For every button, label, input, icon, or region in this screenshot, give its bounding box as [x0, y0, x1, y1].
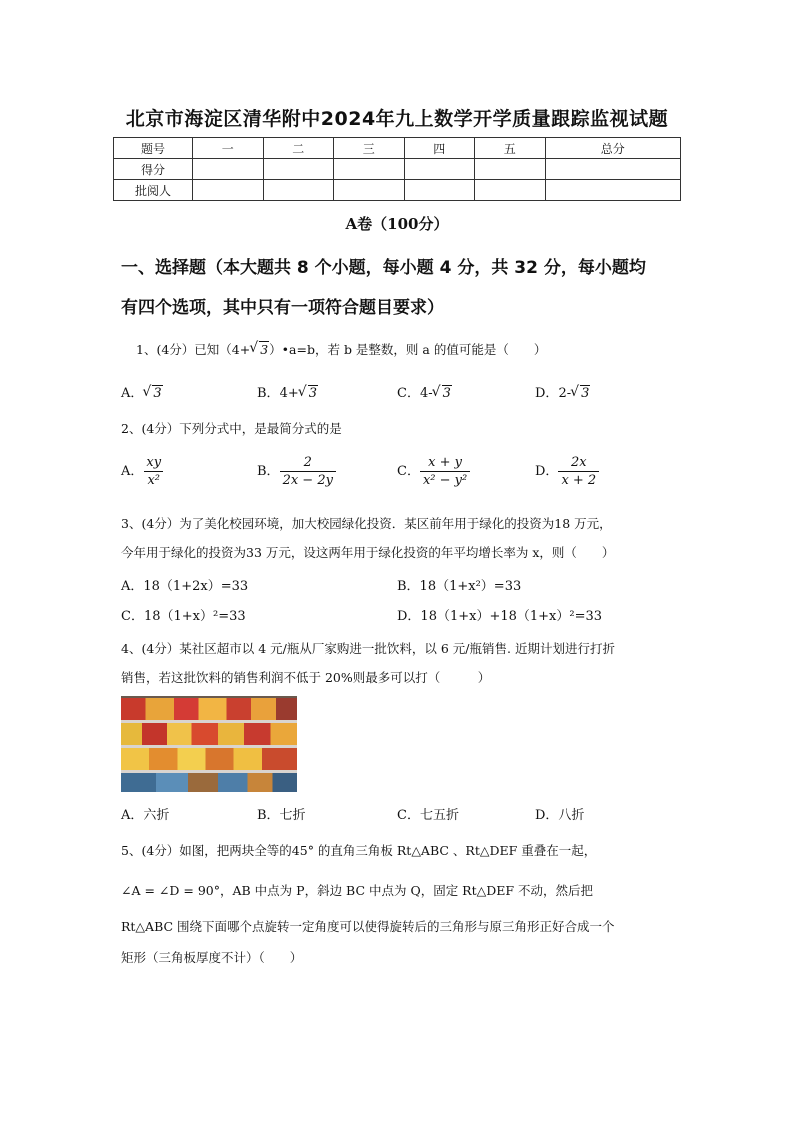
question-3-option-a[interactable]: A．18（1+2x）=33 [121, 579, 249, 594]
table-header-cell: 一 [193, 138, 264, 159]
table-cell [475, 159, 546, 180]
table-row-label: 得分 [114, 159, 193, 180]
table-cell [334, 180, 405, 201]
table-row [114, 180, 681, 201]
question-3-stem-line2: 今年用于绿化的投资为33 万元，设这两年用于绿化投资的年平均增长率为 x，则（ ） [121, 545, 615, 560]
table-cell [193, 159, 264, 180]
question-2-option-b[interactable]: B． $\frac{2}{2x - 2y}$ [257, 455, 336, 488]
table-cell [263, 159, 334, 180]
score-table [113, 137, 681, 201]
fraction: $\frac{2x}{x + 2}$ [558, 455, 599, 488]
question-3-stem-line1: 3、(4分）为了美化校园环境，加大校园绿化投资．某区前年用于绿化的投资为18 万元， [121, 516, 612, 531]
question-4-option-d[interactable]: D．八折 [535, 808, 585, 823]
question-4-option-b[interactable]: B．七折 [257, 808, 306, 823]
question-4-option-a[interactable]: A．六折 [121, 808, 170, 823]
question-4-stem-line2: 销售，若这批饮料的销售利润不低于 20%则最多可以打（ ） [121, 670, 491, 685]
table-cell [334, 159, 405, 180]
table-header-cell: 四 [404, 138, 475, 159]
table-header-cell: 五 [475, 138, 546, 159]
question-1-option-d[interactable]: D．2-√ 3 [535, 382, 590, 401]
question-4-option-c[interactable]: C．七五折 [397, 808, 459, 823]
question-1-option-c[interactable]: C．4-√ 3 [397, 382, 452, 401]
table-cell [263, 180, 334, 201]
table-header-cell: 二 [263, 138, 334, 159]
table-header-cell: 总分 [545, 138, 681, 159]
table-cell [545, 180, 681, 201]
question-1-option-a[interactable]: A．√ 3 [121, 382, 163, 401]
question-2-option-c[interactable]: C． $\frac{x + y}{\text{x² − y²}}$ [397, 455, 470, 488]
question-2-option-d[interactable]: D． $\frac{2x}{x + 2}$ [535, 455, 599, 488]
table-header-cell: 三 [334, 138, 405, 159]
sqrt-symbol: √ 3 [250, 342, 269, 357]
question-2-option-a[interactable]: A． $\frac{xy}{\text{x²}}$ [121, 455, 164, 488]
question-4-stem-line1: 4、(4分）某社区超市以 4 元/瓶从厂家购进一批饮料，以 6 元/瓶销售. 近期计划进行打折 [121, 641, 615, 656]
section-heading: A卷（100分） [345, 215, 449, 233]
table-row [114, 138, 681, 159]
table-cell [193, 180, 264, 201]
question-5-stem-line3: Rt△ABC 围绕下面哪个点旋转一定角度可以使得旋转后的三角形与原三角形正好合成一个 [121, 919, 615, 934]
question-5-stem-line1: 5、(4分）如图，把两块全等的45° 的直角三角板 Rt△ABC 、Rt△DEF 重叠在一起， [121, 843, 597, 858]
question-3-option-b[interactable]: B．18（1+x²）=33 [397, 579, 522, 594]
part-heading-line2: 有四个选项，其中只有一项符合题目要求） [121, 298, 444, 318]
table-header-cell: 题号 [114, 138, 193, 159]
question-3-option-c[interactable]: C．18（1+x）²=33 [121, 609, 246, 624]
part-heading-line1: 一、选择题（本大题共 8 个小题，每小题 4 分，共 32 分，每小题均 [121, 258, 646, 278]
question-3-option-d[interactable]: D．18（1+x）+18（1+x）²=33 [397, 609, 603, 624]
table-cell [404, 159, 475, 180]
question-1-option-b[interactable]: B．4+√ 3 [257, 382, 318, 401]
table-cell [545, 159, 681, 180]
table-row [114, 159, 681, 180]
fraction: $\frac{x + y}{\text{x² − y²}}$ [420, 455, 470, 488]
question-1-stem: 1、(4分）已知（4+√ 3）•a=b，若 b 是整数，则 a 的值可能是（ ） [136, 340, 546, 358]
question-5-stem-line2: ∠A = ∠D = 90°，AB 中点为 P，斜边 BC 中点为 Q，固定 Rt△DEF 不动，然后把 [121, 883, 594, 898]
page-title: 北京市海淀区清华附中2024年九上数学开学质量跟踪监视试题 [125, 108, 669, 130]
table-row-label: 批阅人 [114, 180, 193, 201]
table-cell [404, 180, 475, 201]
fraction: $\frac{xy}{\text{x²}}$ [146, 455, 162, 488]
question-5-stem-line4: 矩形（三角板厚度不计）（ ） [121, 950, 303, 965]
table-cell [475, 180, 546, 201]
supermarket-shelf-image [121, 696, 297, 792]
question-2-stem: 2、(4分）下列分式中，是最简分式的是 [121, 421, 342, 436]
fraction: $\frac{2}{2x - 2y}$ [280, 455, 336, 488]
